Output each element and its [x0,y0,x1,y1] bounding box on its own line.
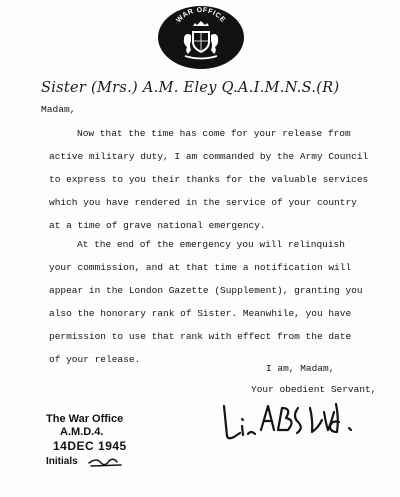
war-office-crest-icon [157,5,245,70]
paragraph-line: permission to use that rank with effect from the date [49,331,352,342]
crest-text: WAR OFFICE [175,6,227,25]
closing-servant: Your obedient Servant, [251,384,377,395]
war-office-date-stamp [46,413,158,475]
stamp-initials-label: Initials [46,456,78,467]
paragraph-release-thanks [49,122,389,237]
paragraph-line: at a time of grave national emergency. [49,220,266,231]
paragraph-line: to express to you their thanks for the valuable services [49,174,369,185]
closing-greeting: I am, Madam, [266,363,335,374]
salutation: Madam, [41,104,76,115]
addressee-handwritten: Sister (Mrs.) A.M. Eley Q.A.I.M.N.S.(R) [41,80,340,96]
stamp-office: The War Office [46,413,124,425]
paragraph-line: At the end of the emergency you will relinquish [77,239,345,250]
handwritten-signature [218,400,358,444]
paragraph-line: active military duty, I am commanded by the Army Council [49,151,369,162]
paragraph-honorary-rank [49,233,389,371]
paragraph-line: Now that the time has come for your release from [77,128,351,139]
paragraph-line: appear in the London Gazette (Supplement), granting you [49,285,363,296]
stamp-department: A.M.D.4. [60,426,104,438]
initials-scrawl [87,453,125,469]
paragraph-line: also the honorary rank of Sister. Meanwhile, you have [49,308,352,319]
paragraph-line: which you have rendered in the service of your country [49,197,357,208]
paragraph-line: of your release. [49,354,141,365]
stamp-date: 14DEC 1945 [53,439,127,453]
paragraph-line: your commission, and at that time a notification will [49,262,352,273]
